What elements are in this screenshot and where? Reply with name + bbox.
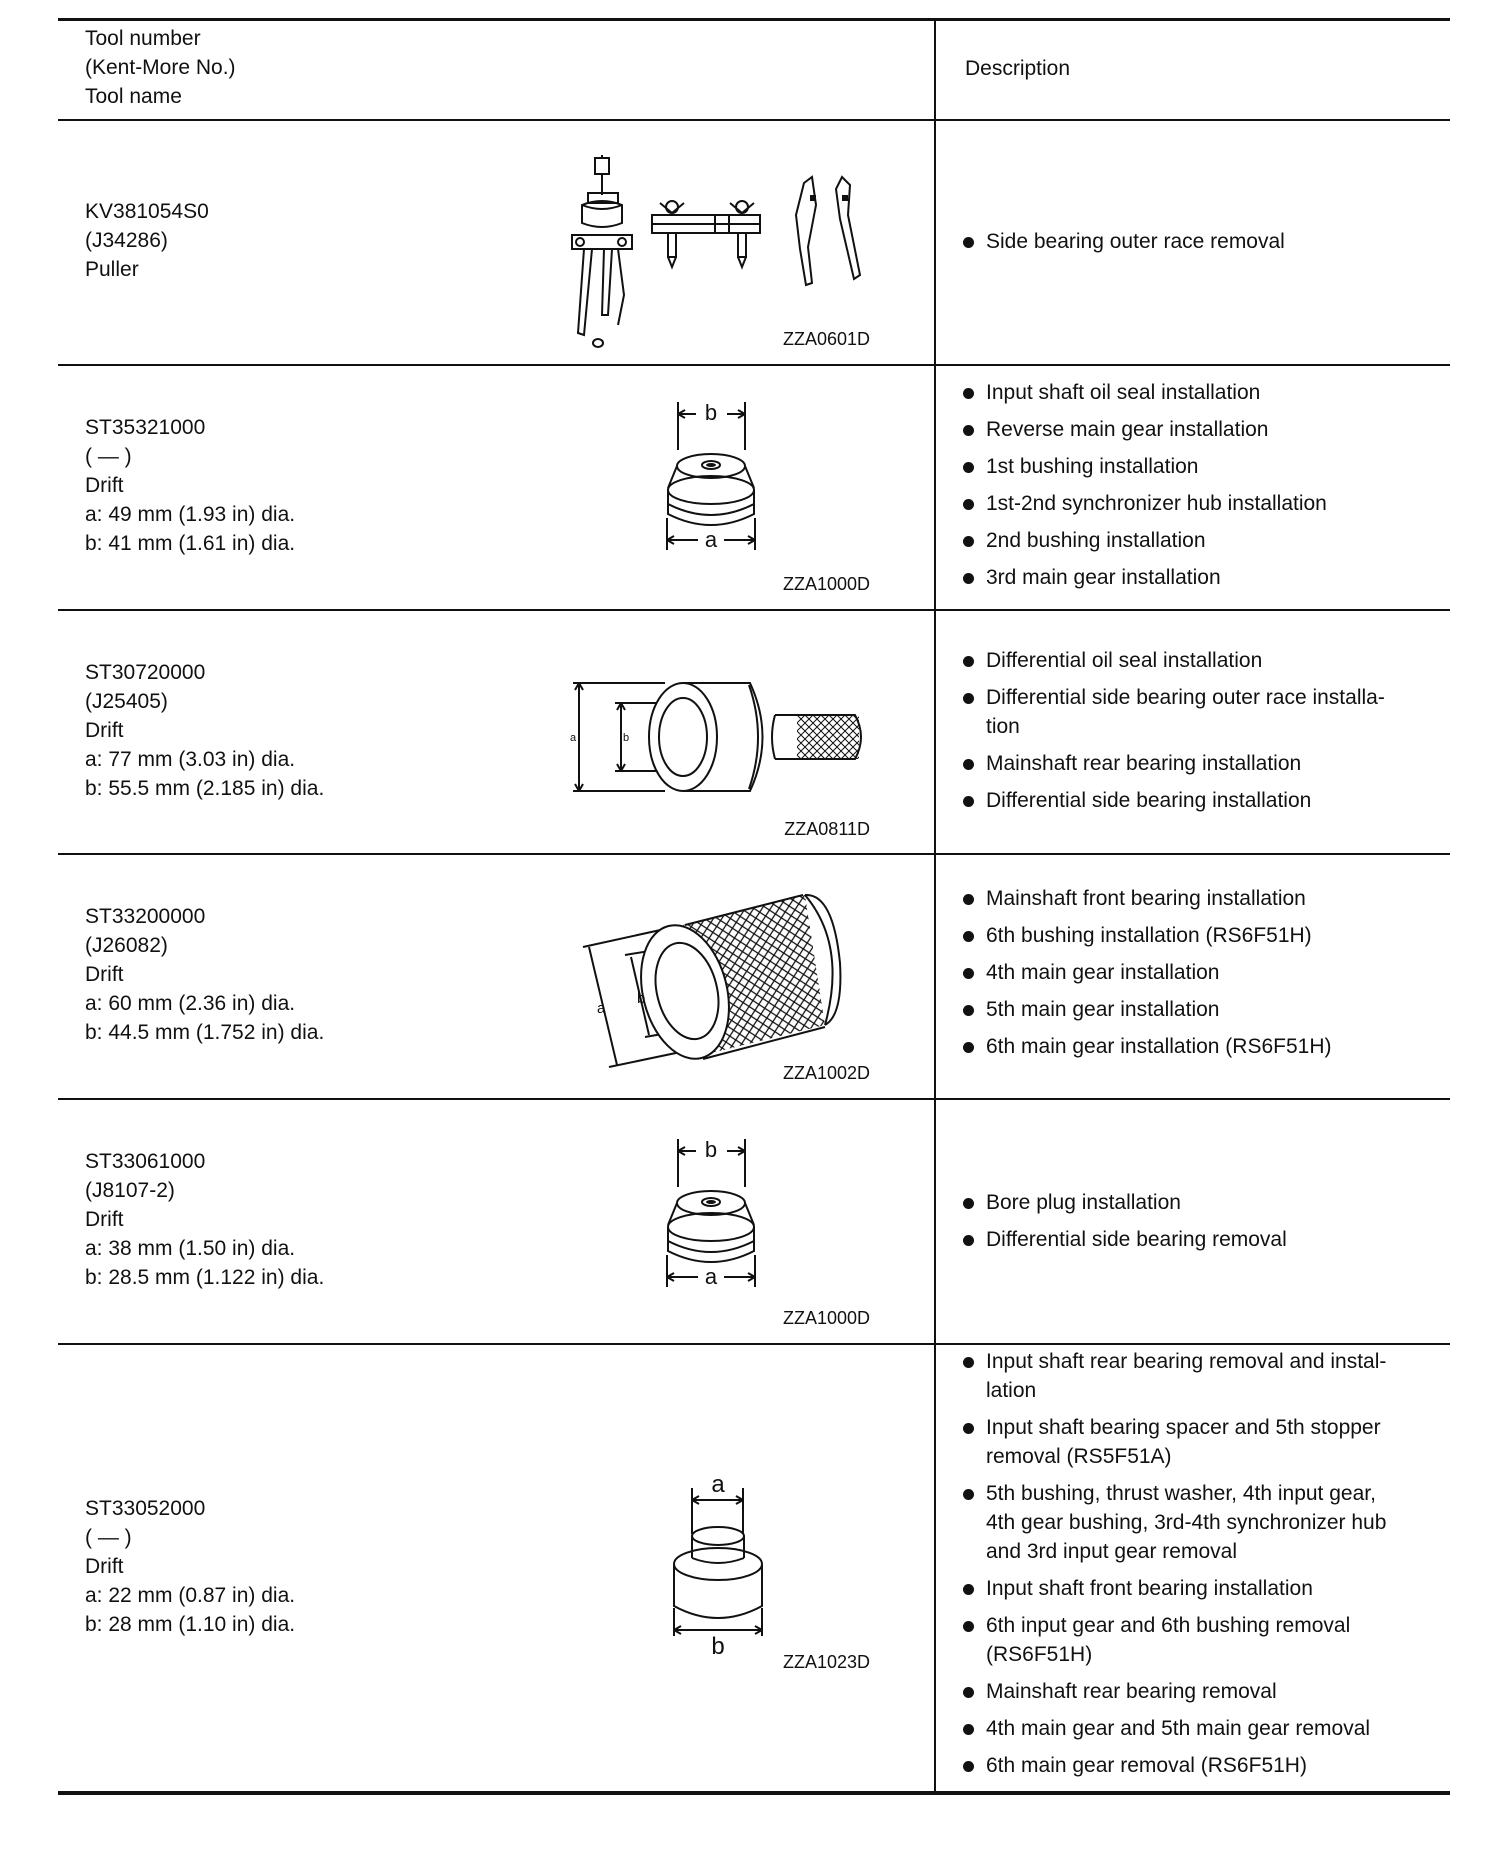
- dimension-b-label: b: [704, 1137, 718, 1162]
- dimension-a: a: 60 mm (2.36 in) dia.: [85, 992, 296, 1015]
- dimension-a: a: 49 mm (1.93 in) dia.: [85, 503, 296, 526]
- kent-moore-number: (J25405): [85, 690, 168, 713]
- dimension-a-label: a: [704, 527, 718, 552]
- dimension-a-label: a: [704, 1264, 718, 1289]
- column-divider: [934, 20, 936, 1793]
- tool-info: [85, 902, 324, 1047]
- dimension-b: b: 55.5 mm (2.185 in) dia.: [85, 777, 325, 800]
- header-description: Description: [965, 57, 1071, 80]
- list-item: 2nd bushing installation: [962, 526, 1442, 555]
- list-item: 6th bushing installation (RS6F51H): [962, 921, 1442, 950]
- header-tool-column: [85, 24, 236, 111]
- list-item: Bore plug installation: [962, 1188, 1442, 1217]
- kent-moore-number: ( — ): [85, 445, 132, 468]
- list-item: 1st bushing installation: [962, 452, 1442, 481]
- description-list: [962, 227, 1442, 264]
- figure-code: ZZA1023D: [782, 1652, 870, 1672]
- figure-code: ZZA1002D: [782, 1063, 870, 1083]
- description-list: [962, 646, 1442, 823]
- kent-moore-number: (J8107-2): [85, 1179, 175, 1202]
- list-item: Reverse main gear installation: [962, 415, 1442, 444]
- tool-name: Drift: [85, 1208, 124, 1231]
- dimension-b: b: 28 mm (1.10 in) dia.: [85, 1613, 296, 1636]
- header-line: Tool name: [85, 85, 182, 108]
- header-rule: [58, 119, 1450, 121]
- dimension-a-label: a: [597, 1000, 606, 1017]
- dimension-b: b: 28.5 mm (1.122 in) dia.: [85, 1266, 325, 1289]
- tool-name: Drift: [85, 1555, 124, 1578]
- dimension-b-label: b: [711, 1633, 725, 1660]
- dimension-b-label: b: [704, 400, 718, 425]
- tool-number: ST33200000: [85, 905, 206, 928]
- tool-info: [85, 413, 295, 558]
- dimension-a-label: a: [711, 1471, 725, 1498]
- row-divider: [58, 609, 1450, 611]
- tool-name: Drift: [85, 719, 124, 742]
- list-item: Differential side bearing outer race installa- tion: [962, 683, 1442, 741]
- list-item: Mainshaft front bearing installation: [962, 884, 1442, 913]
- dimension-b: b: 44.5 mm (1.752 in) dia.: [85, 1021, 325, 1044]
- list-item: Input shaft rear bearing removal and instal- lation: [962, 1347, 1442, 1405]
- tool-info: [85, 197, 209, 284]
- dimension-a: a: 77 mm (3.03 in) dia.: [85, 748, 296, 771]
- kent-moore-number: ( — ): [85, 1526, 132, 1549]
- dimension-b-label: b: [623, 732, 630, 744]
- list-item: Differential side bearing removal: [962, 1225, 1442, 1254]
- list-item: 6th main gear removal (RS6F51H): [962, 1751, 1442, 1780]
- list-item: 6th main gear installation (RS6F51H): [962, 1032, 1442, 1061]
- tool-info: [85, 1147, 324, 1292]
- list-item: 4th main gear installation: [962, 958, 1442, 987]
- list-item: 6th input gear and 6th bushing removal (RS6F51H): [962, 1611, 1442, 1669]
- list-item: 1st-2nd synchronizer hub installation: [962, 489, 1442, 518]
- description-list: [962, 1188, 1442, 1262]
- dimension-b: b: 41 mm (1.61 in) dia.: [85, 532, 296, 555]
- figure-code: ZZA1000D: [782, 1308, 870, 1328]
- dimension-a-label: a: [570, 732, 577, 744]
- dimension-a: a: 38 mm (1.50 in) dia.: [85, 1237, 296, 1260]
- figure-code: ZZA0811D: [784, 819, 870, 839]
- description-list: [962, 884, 1442, 1069]
- list-item: Input shaft front bearing installation: [962, 1574, 1442, 1603]
- table-bottom-rule: [58, 1791, 1450, 1795]
- list-item: 3rd main gear installation: [962, 563, 1442, 592]
- row-divider: [58, 1098, 1450, 1100]
- dimension-b-label: b: [637, 990, 646, 1007]
- list-item: Input shaft oil seal installation: [962, 378, 1442, 407]
- list-item: Mainshaft rear bearing installation: [962, 749, 1442, 778]
- tool-number: ST30720000: [85, 661, 206, 684]
- list-item: Mainshaft rear bearing removal: [962, 1677, 1442, 1706]
- tool-info: [85, 1494, 295, 1639]
- description-list: [962, 1347, 1442, 1788]
- tool-number: ST35321000: [85, 416, 206, 439]
- tool-number: KV381054S0: [85, 200, 209, 223]
- list-item: Input shaft bearing spacer and 5th stopper removal (RS5F51A): [962, 1413, 1442, 1471]
- tool-name: Drift: [85, 963, 124, 986]
- dimension-a: a: 22 mm (0.87 in) dia.: [85, 1584, 296, 1607]
- row-divider: [58, 364, 1450, 366]
- header-line: Tool number: [85, 27, 201, 50]
- row-divider: [58, 1343, 1450, 1345]
- row-divider: [58, 853, 1450, 855]
- tool-name: Puller: [85, 258, 139, 281]
- drift-illustration: [660, 1137, 770, 1297]
- list-item: 5th main gear installation: [962, 995, 1442, 1024]
- drift-illustration: [575, 885, 855, 1075]
- header-line: (Kent-More No.): [85, 56, 236, 79]
- figure-code: ZZA0601D: [782, 329, 870, 349]
- list-item: Differential oil seal installation: [962, 646, 1442, 675]
- list-item: Side bearing outer race removal: [962, 227, 1442, 256]
- list-item: 5th bushing, thrust washer, 4th input gear, 4th gear bushing, 3rd-4th synchronizer hub and 3rd input gear removal: [962, 1479, 1442, 1566]
- kent-moore-number: (J34286): [85, 229, 168, 252]
- figure-code: ZZA1000D: [782, 574, 870, 594]
- puller-illustration: [560, 155, 880, 355]
- drift-illustration: [665, 1470, 785, 1660]
- description-list: [962, 378, 1442, 600]
- drift-illustration: [565, 675, 875, 805]
- table-top-rule: [58, 18, 1450, 21]
- list-item: Differential side bearing installation: [962, 786, 1442, 815]
- kent-moore-number: (J26082): [85, 934, 168, 957]
- drift-illustration: [660, 400, 770, 560]
- list-item: 4th main gear and 5th main gear removal: [962, 1714, 1442, 1743]
- tool-info: [85, 658, 324, 803]
- tool-number: ST33052000: [85, 1497, 206, 1520]
- tool-number: ST33061000: [85, 1150, 206, 1173]
- tool-name: Drift: [85, 474, 124, 497]
